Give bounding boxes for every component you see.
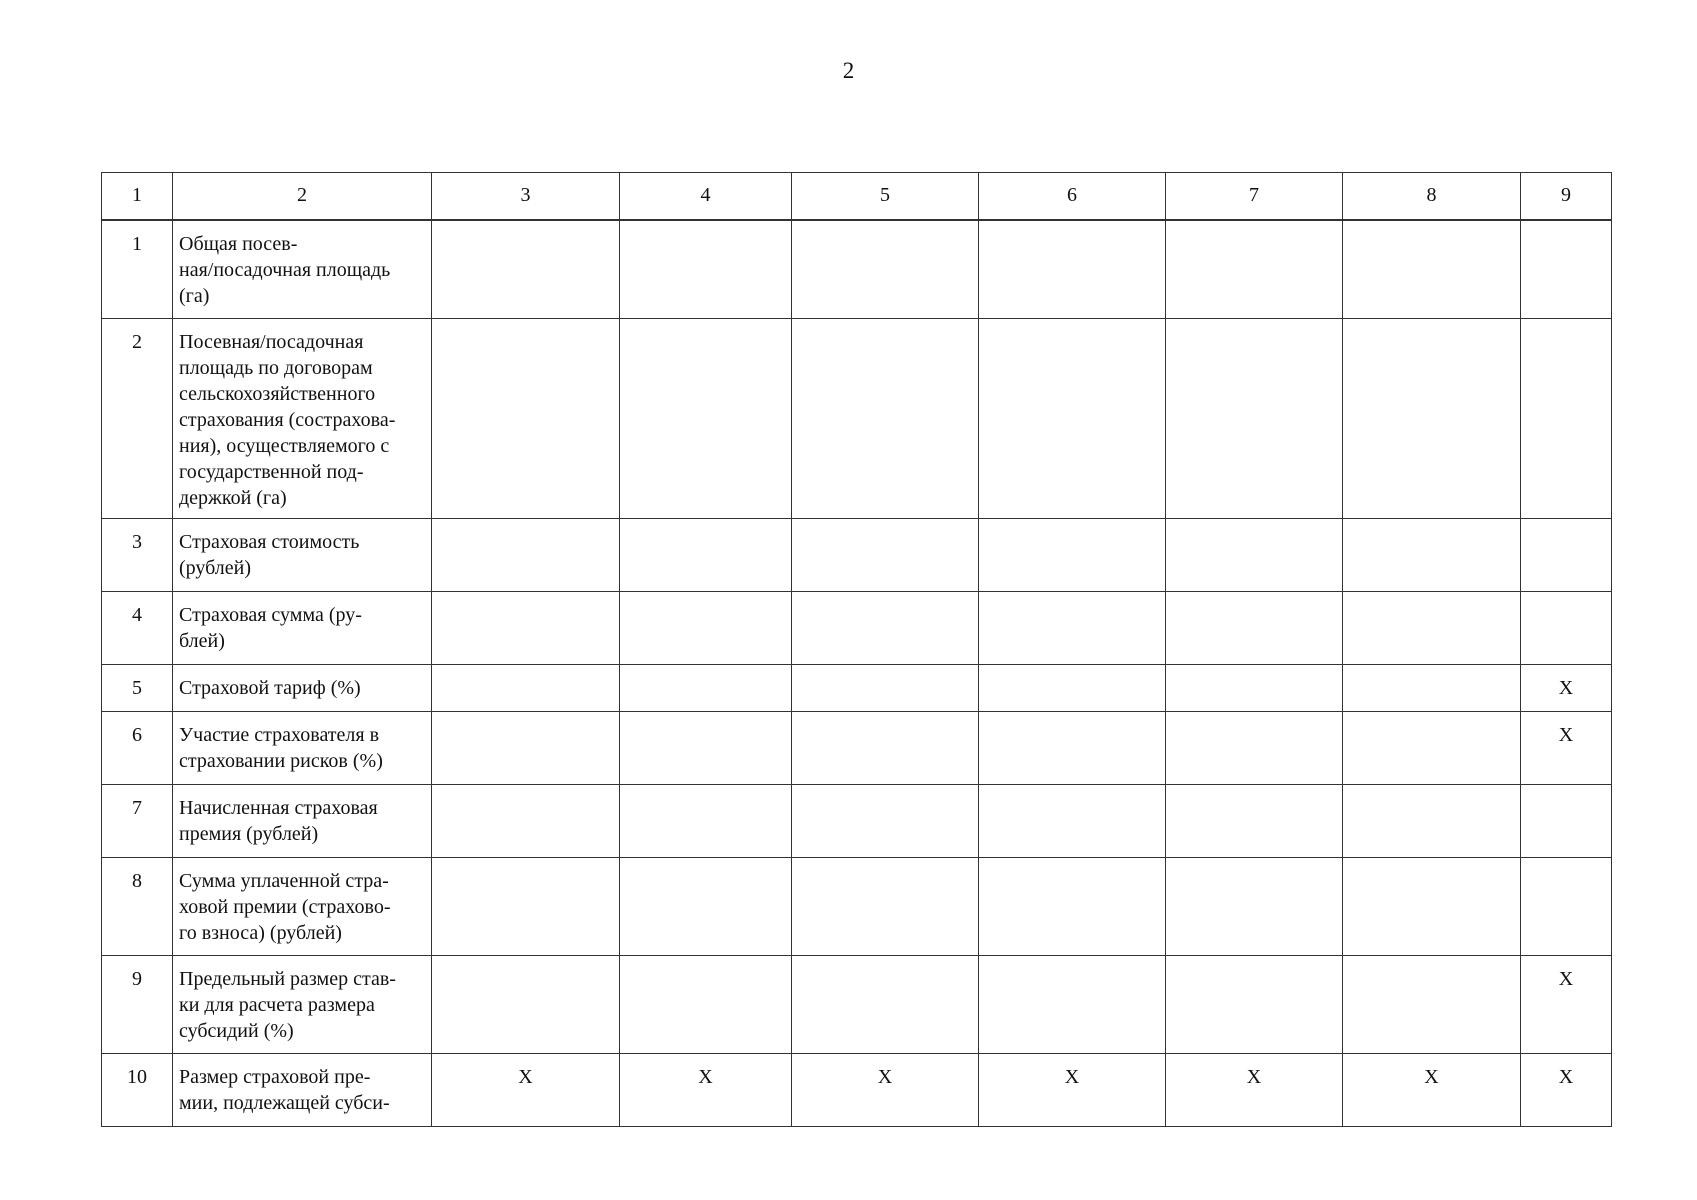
column-header: 9: [1521, 173, 1612, 221]
table-cell: [620, 955, 792, 1053]
table-row: [102, 1053, 1612, 1126]
table-row: [102, 591, 1612, 664]
column-header: 3: [432, 173, 620, 221]
row-number: 8: [102, 857, 173, 955]
row-label: Страховой тариф (%): [173, 664, 432, 711]
row-number: 1: [102, 220, 173, 318]
column-header: 2: [173, 173, 432, 221]
row-number: 9: [102, 955, 173, 1053]
row-number: 4: [102, 591, 173, 664]
table-cell: X: [792, 1053, 979, 1126]
table-cell: X: [1521, 664, 1612, 711]
table-row: [102, 664, 1612, 711]
table-cell: [1166, 857, 1343, 955]
table-cell: [620, 318, 792, 518]
table-cell: [792, 711, 979, 784]
table-cell: [792, 857, 979, 955]
row-label: Начисленная страховая премия (рублей): [173, 784, 432, 857]
table-cell: [1166, 220, 1343, 318]
table-cell: [979, 664, 1166, 711]
table-cell: [620, 711, 792, 784]
column-header: 7: [1166, 173, 1343, 221]
table-cell: [792, 220, 979, 318]
table-cell: [979, 318, 1166, 518]
table-cell: [792, 955, 979, 1053]
table-cell: [1166, 591, 1343, 664]
table-cell: [979, 857, 1166, 955]
row-label: Предельный размер став- ки для расчета размера субсидий (%): [173, 955, 432, 1053]
table-cell: [620, 220, 792, 318]
table-cell: [1521, 518, 1612, 591]
table-cell: [1343, 784, 1521, 857]
table-cell: [432, 711, 620, 784]
row-number: 2: [102, 318, 173, 518]
row-label: Участие страхователя в страховании рисков (%): [173, 711, 432, 784]
table-cell: [979, 591, 1166, 664]
table-cell: [620, 518, 792, 591]
table-cell: [1166, 318, 1343, 518]
row-number: 6: [102, 711, 173, 784]
table-cell: [1343, 318, 1521, 518]
row-label: Размер страховой пре- мии, подлежащей субси-: [173, 1053, 432, 1126]
table-cell: [1166, 518, 1343, 591]
table-cell: [620, 591, 792, 664]
table-cell: [1343, 664, 1521, 711]
table-cell: [1521, 857, 1612, 955]
table-cell: [1166, 711, 1343, 784]
column-number-row: [102, 173, 1612, 221]
table-cell: [1521, 220, 1612, 318]
column-header: 4: [620, 173, 792, 221]
table-cell: [1521, 784, 1612, 857]
table-cell: [1343, 518, 1521, 591]
table-cell: [1343, 857, 1521, 955]
table-cell: X: [1521, 955, 1612, 1053]
table-cell: [432, 857, 620, 955]
table-cell: [1521, 318, 1612, 518]
table-cell: [620, 857, 792, 955]
table-cell: [432, 955, 620, 1053]
table-cell: X: [1521, 1053, 1612, 1126]
table-cell: X: [432, 1053, 620, 1126]
table-cell: [432, 518, 620, 591]
table-cell: [792, 591, 979, 664]
insurance-data-table: [101, 172, 1612, 1127]
table-cell: X: [979, 1053, 1166, 1126]
table-cell: [1343, 711, 1521, 784]
column-header: 5: [792, 173, 979, 221]
table-cell: X: [1166, 1053, 1343, 1126]
table-cell: [432, 664, 620, 711]
table-cell: [792, 784, 979, 857]
table-cell: [792, 318, 979, 518]
table-row: [102, 711, 1612, 784]
table-row: [102, 784, 1612, 857]
table-cell: [792, 664, 979, 711]
row-label: Общая посев- ная/посадочная площадь (га): [173, 220, 432, 318]
row-label: Посевная/посадочная площадь по договорам сельскохозяйственного страхования (сострахова- ния), осуществляемого с государственной под- держкой (га): [173, 318, 432, 518]
table-cell: [1166, 955, 1343, 1053]
table-cell: [979, 711, 1166, 784]
page-number: 2: [842, 58, 855, 83]
row-label: Страховая сумма (ру- блей): [173, 591, 432, 664]
table-cell: [979, 518, 1166, 591]
row-label: Сумма уплаченной стра- ховой премии (страхово- го взноса) (рублей): [173, 857, 432, 955]
table-cell: [1343, 220, 1521, 318]
row-number: 7: [102, 784, 173, 857]
table-cell: [432, 591, 620, 664]
table-cell: [432, 220, 620, 318]
table-cell: [1166, 784, 1343, 857]
table-cell: X: [1343, 1053, 1521, 1126]
table-cell: [432, 784, 620, 857]
row-number: 3: [102, 518, 173, 591]
table-cell: [432, 318, 620, 518]
table-cell: [620, 664, 792, 711]
table-cell: [792, 518, 979, 591]
table-cell: [1343, 955, 1521, 1053]
column-header: 8: [1343, 173, 1521, 221]
table-cell: [979, 784, 1166, 857]
table-row: [102, 318, 1612, 518]
table-cell: X: [620, 1053, 792, 1126]
table-cell: [1521, 591, 1612, 664]
column-header: 1: [102, 173, 173, 221]
table-cell: [979, 220, 1166, 318]
row-number: 5: [102, 664, 173, 711]
table-row: [102, 518, 1612, 591]
table-cell: [620, 784, 792, 857]
row-number: 10: [102, 1053, 173, 1126]
table-cell: [979, 955, 1166, 1053]
column-header: 6: [979, 173, 1166, 221]
table-cell: X: [1521, 711, 1612, 784]
row-label: Страховая стоимость (рублей): [173, 518, 432, 591]
table-row: [102, 220, 1612, 318]
table-cell: [1343, 591, 1521, 664]
table-row: [102, 955, 1612, 1053]
table-cell: [1166, 664, 1343, 711]
table-row: [102, 857, 1612, 955]
